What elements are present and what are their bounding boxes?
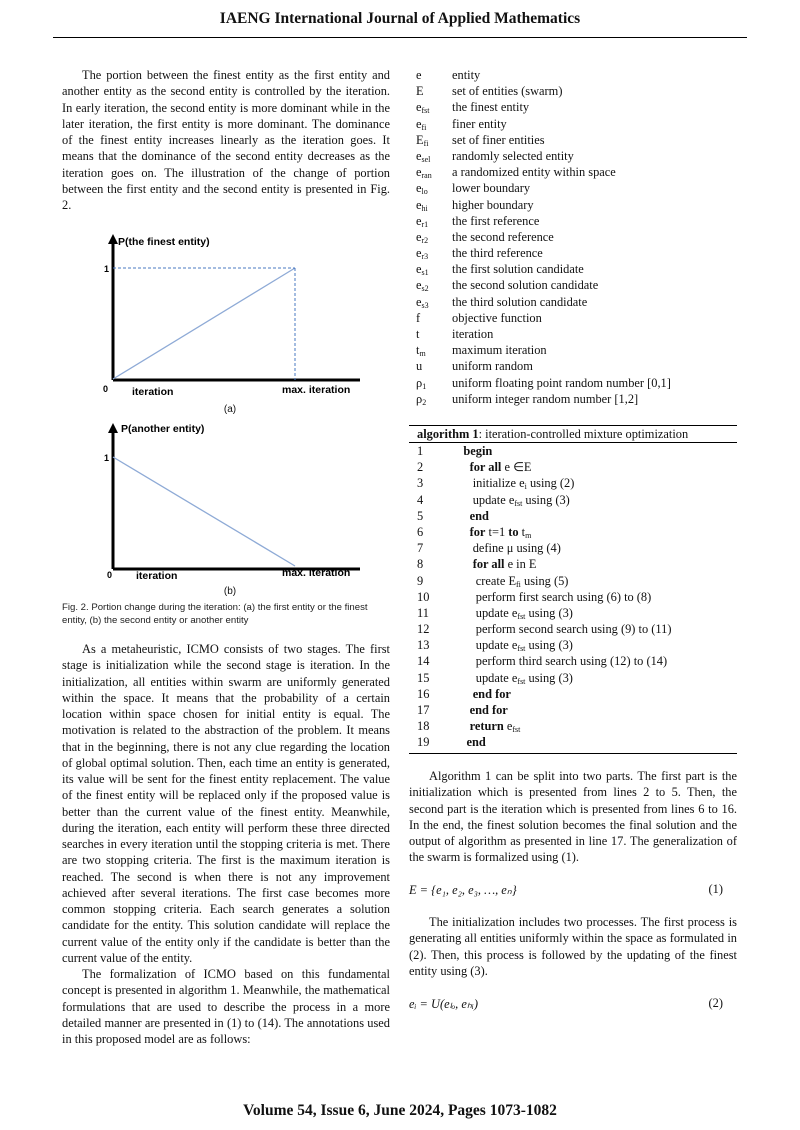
line-number: 7 <box>417 541 424 556</box>
nomenclature-description: the second solution candidate <box>452 278 599 293</box>
algorithm-line <box>409 524 737 540</box>
nomenclature-description: uniform floating point random number [0,1] <box>452 375 671 390</box>
figure-2b <box>90 420 370 593</box>
line-text: update $e_{fst}$ using (3) <box>475 670 573 686</box>
paragraph-formalization: The formalization of ICMO based on this fundamental concept is presented in algorithm 1. Meanwhile, the mathematical formulations that are used to describe the process in a more detailed manner are presented in (1) to (14). The annotations used in this proposed model are as follows: <box>62 967 390 1046</box>
line-number: 18 <box>417 719 430 734</box>
algorithm-line <box>409 702 737 718</box>
line-number: 14 <box>417 654 430 669</box>
nomenclature-item <box>416 148 746 164</box>
y-axis-label: P(another entity) <box>121 423 205 435</box>
line-text: update $e_{fst}$ using (3) <box>472 492 570 508</box>
paragraph-algorithm-parts-block <box>409 768 737 866</box>
nomenclature-description: the finest entity <box>452 100 530 115</box>
nomenclature-symbol: f <box>416 310 421 325</box>
nomenclature-item <box>416 375 746 391</box>
line-number: 8 <box>417 557 424 572</box>
nomenclature-description: the first solution candidate <box>452 262 584 277</box>
algorithm-line <box>409 443 737 459</box>
line-text: create $E_{fi}$ using (5) <box>475 573 569 589</box>
nomenclature-item <box>416 180 746 196</box>
nomenclature-symbol: $e_{s3}$ <box>416 294 429 310</box>
line-text: end <box>469 508 489 523</box>
nomenclature-item <box>416 326 746 342</box>
nomenclature-description: randomly selected entity <box>452 148 574 163</box>
nomenclature-symbol: $e_{lo}$ <box>416 181 428 197</box>
y-tick-1: 1 <box>104 453 110 463</box>
nomenclature-symbol: $e_{hi}$ <box>416 197 428 213</box>
line-number: 17 <box>417 703 430 717</box>
algorithm-line <box>409 508 737 524</box>
line-number: 9 <box>417 573 424 588</box>
nomenclature-item <box>416 391 746 407</box>
algorithm-title-text: : iteration-controlled mixture optimization <box>478 427 689 441</box>
nomenclature-item <box>416 116 746 132</box>
algorithm-line <box>409 475 737 491</box>
left-column-top <box>62 67 390 213</box>
line-text: for all e in E <box>472 557 537 572</box>
nomenclature-item <box>416 132 746 148</box>
line-number: 2 <box>417 460 424 475</box>
nomenclature-symbol: $e_{fi}$ <box>416 116 427 132</box>
origin-label: 0 <box>103 384 109 394</box>
nomenclature-description: set of finer entities <box>452 132 545 147</box>
nomenclature-symbol: u <box>416 359 423 374</box>
line-text: end <box>466 735 486 750</box>
line-text: perform third search using (12) to (14) <box>475 654 668 669</box>
nomenclature-description: finer entity <box>452 116 507 131</box>
nomenclature-symbol: $\rho_2$ <box>416 391 427 407</box>
nomenclature-symbol: t <box>416 327 420 341</box>
nomenclature-description: entity <box>452 68 481 82</box>
nomenclature-item <box>416 164 746 180</box>
line-number: 12 <box>417 622 430 637</box>
algorithm-line <box>409 556 737 572</box>
nomenclature-symbol: $e_{s2}$ <box>416 278 429 294</box>
algorithm-line <box>409 605 737 621</box>
nomenclature-description: the first reference <box>452 213 540 228</box>
y-axis-label: P(the finest entity) <box>118 236 210 248</box>
figure-2a <box>90 232 370 407</box>
line-number: 1 <box>417 444 424 458</box>
nomenclature-description: the second reference <box>452 229 554 244</box>
line-text: perform first search using (6) to (8) <box>475 589 652 604</box>
nomenclature-item <box>416 358 746 374</box>
algorithm-title-label: algorithm 1 <box>417 427 479 441</box>
nomenclature-description: the third solution candidate <box>452 294 588 309</box>
line-text: initialize $e_i$ using (2) <box>472 476 575 492</box>
line-number: 16 <box>417 686 430 701</box>
x-max-label: max. iteration <box>282 567 351 579</box>
figure-2b-sublabel: (b) <box>223 586 237 597</box>
nomenclature-description: set of entities (swarm) <box>452 84 563 99</box>
line-text: end for <box>469 703 508 717</box>
paragraph-portion: The portion between the finest entity as the first entity and another entity as the second entity is controlled by the iteration. In early iteration, the second entity is more dominant while in the later iteration, the first entity is more dominant. The dominance of the finest entity increases linearly as the iteration goes. It means that the dominance of the second entity decreases as the iteration goes on. The illustration of the change of portion between the first entity and the second entity is presented in Fig. 2. <box>62 68 390 212</box>
x-max-label: max. iteration <box>282 384 351 396</box>
line-number: 6 <box>417 524 424 539</box>
nomenclature-symbol: $e_{ran}$ <box>416 165 432 181</box>
algorithm-line <box>409 670 737 686</box>
nomenclature-item <box>416 67 746 83</box>
nomenclature-symbol: $E_{fi}$ <box>416 132 429 148</box>
line-number: 3 <box>417 476 424 491</box>
nomenclature-description: lower boundary <box>452 181 531 196</box>
line-text: define μ using (4) <box>472 541 561 556</box>
line-text: for all e ∈E <box>469 460 532 475</box>
paragraph-stages: As a metaheuristic, ICMO consists of two stages. The first stage is initialization while the second stage is iteration. In the initialization, all entities within swarm are uniformly generated within the space. It means that the probability of a certain location within space chosen for initial entity is equal. The motivation is related to the abstraction of the problem. It means that in the beginning, there is not any clue regarding the location of global optimal solution. Then, each time an entity is generated, its value will be sent for the finest entity replacement. The value of the finest entity will be replaced only if the proposed value is better than the current value of the finest entity. Meanwhile, during the iteration, each entity will perform these three directed searches in every iteration until the stopping criteria is met. There are two stopping criteria. The first is the maximum iteration is reached. The second is when there is not any improvement achieved after several iterations. The first case becomes more common stopping criteria. Each search generates a solution candidate for the entity. This solution candidate will replace the current value of the entity only if the candidate is better than the current value of the entity. <box>62 642 390 965</box>
nomenclature-symbol: E <box>416 84 424 99</box>
algorithm-line <box>409 734 737 750</box>
algorithm-line <box>409 540 737 556</box>
nomenclature-symbol: $e_{r3}$ <box>416 246 429 262</box>
journal-footer: Volume 54, Issue 6, June 2024, Pages 1073-1082 <box>243 1102 557 1119</box>
algorithm-body <box>409 443 737 754</box>
y-axis-arrow <box>108 423 118 433</box>
figure-2a-svg <box>90 232 370 402</box>
algorithm-line <box>409 686 737 702</box>
paragraph-initialization: The initialization includes two processes. The first process is generating all entities uniformly within the space as formulated in (2). Then, this process is followed by the updating of the finest entity using (3). <box>409 915 737 978</box>
nomenclature-item <box>416 294 746 310</box>
y-axis-arrow <box>108 234 118 244</box>
x-axis-label: iteration <box>132 386 174 398</box>
nomenclature-item <box>416 261 746 277</box>
line-number: 11 <box>417 605 429 620</box>
x-axis-label: iteration <box>136 570 178 582</box>
journal-header: IAENG International Journal of Applied Mathematics <box>219 10 581 27</box>
line-text: update $e_{fst}$ using (3) <box>475 638 573 654</box>
line-text: end for <box>472 686 511 701</box>
nomenclature-item <box>416 213 746 229</box>
nomenclature-item <box>416 83 746 99</box>
equation-1-number: (1) <box>708 882 723 896</box>
figure-2a-sublabel: (a) <box>223 404 237 415</box>
paragraph-initialization-block <box>409 914 737 979</box>
header-rule <box>53 37 747 38</box>
nomenclature-symbol: $e_{fst}$ <box>416 100 430 116</box>
line-text: return $e_{fst}$ <box>469 719 521 735</box>
nomenclature-item <box>416 310 746 326</box>
nomenclature-description: uniform random <box>452 359 533 374</box>
algorithm-line <box>409 492 737 508</box>
nomenclature-symbol: e <box>416 68 422 82</box>
nomenclature-item <box>416 342 746 358</box>
nomenclature-symbol: $e_{r1}$ <box>416 213 429 229</box>
nomenclature-description: the third reference <box>452 246 543 261</box>
line-text: for t=1 to $t_m$ <box>469 524 532 540</box>
nomenclature-symbol: $e_{r2}$ <box>416 229 429 245</box>
nomenclature-item <box>416 197 746 213</box>
algorithm-line <box>409 718 737 734</box>
left-column-bottom <box>62 641 390 1047</box>
algorithm-line <box>409 459 737 475</box>
nomenclature-item <box>416 245 746 261</box>
line-number: 4 <box>417 492 424 507</box>
line-text: perform second search using (9) to (11) <box>475 622 672 637</box>
nomenclature-item <box>416 229 746 245</box>
figure-2b-svg <box>90 420 370 588</box>
algorithm-line <box>409 573 737 589</box>
nomenclature-description: objective function <box>452 310 542 325</box>
paragraph-algorithm-parts: Algorithm 1 can be split into two parts. The first part is the initialization which is presented from lines 2 to 5. Then, the second part is the iteration which is presented from lines 6 to 16. In the end, the finest solution becomes the final solution and the output of algorithm as presented in line 17. The generalization of the swarm is formalized using (1). <box>409 769 737 865</box>
nomenclature-symbol: $t_m$ <box>416 343 426 359</box>
equation-2-number: (2) <box>708 996 723 1010</box>
nomenclature-description: uniform integer random number [1,2] <box>452 391 639 406</box>
equation-1 <box>409 882 737 898</box>
algorithm-1 <box>409 425 737 754</box>
nomenclature-symbol: $e_{sel}$ <box>416 148 431 164</box>
y-tick-1: 1 <box>104 264 110 274</box>
equation-2 <box>409 996 737 1012</box>
portion-line <box>113 457 295 566</box>
line-text: update $e_{fst}$ using (3) <box>475 605 573 621</box>
equation-2-expr: eᵢ = U(eₗₒ, eₕᵢ) <box>409 997 478 1011</box>
origin-label: 0 <box>107 570 113 580</box>
algorithm-line <box>409 653 737 669</box>
portion-line <box>113 268 295 379</box>
line-number: 15 <box>417 670 430 685</box>
equation-1-expr: E = {e₁, e₂, e₃, …, eₙ} <box>409 883 517 897</box>
algorithm-line <box>409 637 737 653</box>
nomenclature-description: higher boundary <box>452 197 534 212</box>
nomenclature-list <box>416 67 746 407</box>
line-number: 19 <box>417 735 430 750</box>
line-number: 10 <box>417 589 430 604</box>
nomenclature-description: iteration <box>452 327 494 341</box>
nomenclature-item <box>416 99 746 115</box>
algorithm-line <box>409 589 737 605</box>
nomenclature-symbol: $e_{s1}$ <box>416 262 429 278</box>
line-number: 5 <box>417 508 424 523</box>
nomenclature-item <box>416 277 746 293</box>
line-number: 13 <box>417 638 430 653</box>
figure-caption: Fig. 2. Portion change during the iteration: (a) the first entity or the finest entity, (b) the second entity or another entity <box>62 602 368 626</box>
nomenclature-symbol: $\rho_1$ <box>416 375 427 391</box>
algorithm-title <box>409 425 737 443</box>
algorithm-line <box>409 621 737 637</box>
line-text: begin <box>463 444 493 458</box>
nomenclature-description: maximum iteration <box>452 343 547 358</box>
nomenclature-description: a randomized entity within space <box>452 165 616 180</box>
